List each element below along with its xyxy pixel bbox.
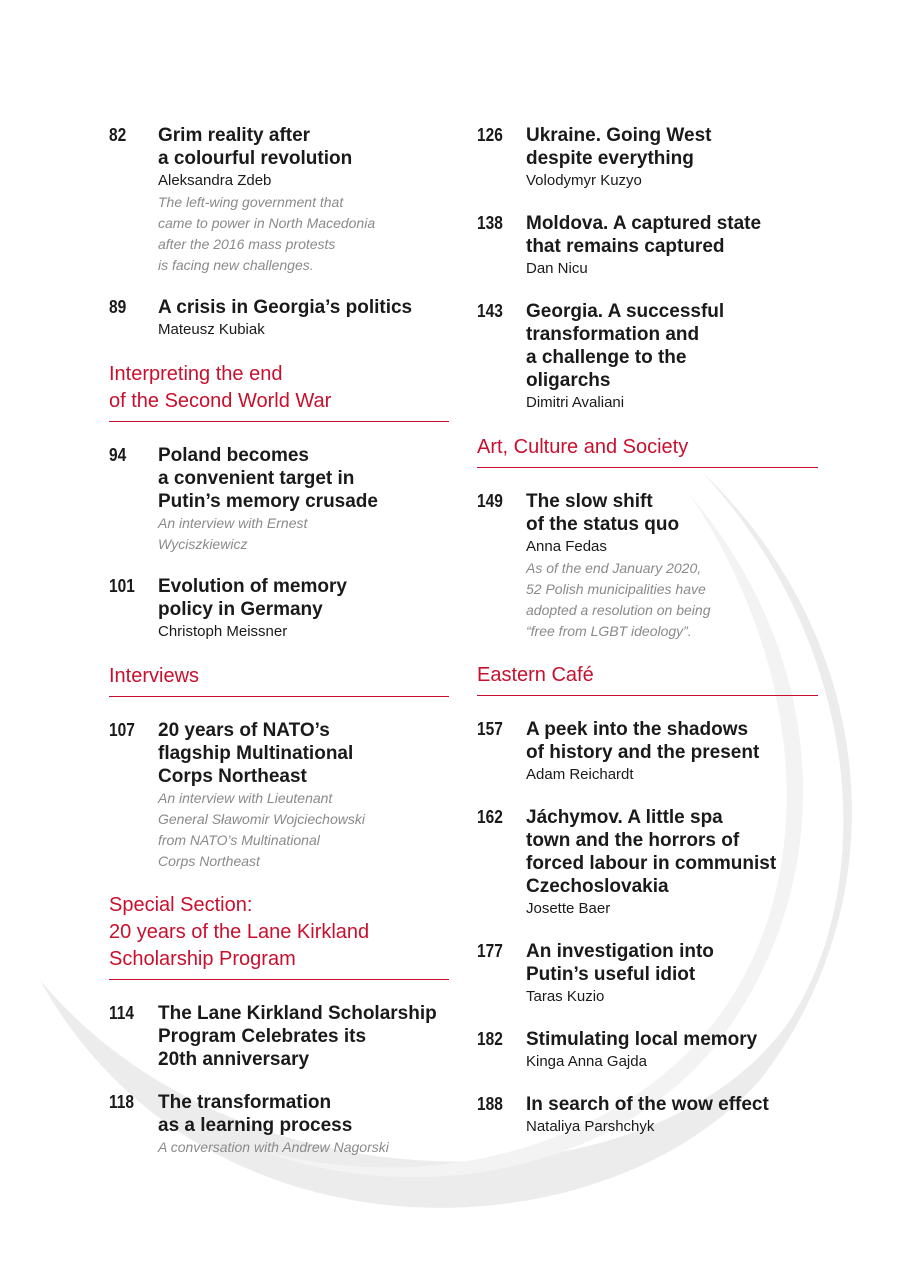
entry-body [158, 575, 449, 643]
article-title: 20 years of NATO’s flagship Multinational Corps Northeast [158, 720, 354, 787]
toc-entry[interactable] [477, 124, 818, 192]
article-description: A conversation with Andrew Nagorski [158, 1139, 389, 1155]
page-number: 188 [477, 1094, 503, 1114]
article-author: Dan Nicu [526, 260, 588, 277]
article-title: A crisis in Georgia’s politics [158, 297, 413, 318]
entry-body [526, 490, 818, 642]
entry-body [158, 1002, 449, 1071]
article-author: Taras Kuzio [526, 988, 605, 1005]
article-author: Christoph Meissner [158, 623, 288, 640]
page-number: 82 [109, 125, 127, 145]
entry-body [158, 444, 449, 555]
toc-entry[interactable] [109, 1091, 449, 1158]
article-list [477, 718, 818, 1138]
article-title: Stimulating local memory [526, 1029, 758, 1050]
entry-body [158, 296, 449, 341]
entry-body [158, 124, 449, 276]
article-title: Moldova. A captured state that remains captured [526, 213, 762, 257]
toc-entry[interactable] [109, 575, 449, 643]
entry-body [526, 1028, 818, 1073]
article-description: As of the end January 2020, 52 Polish municipalities have adopted a resolution on being “free from LGBT ideology”. [526, 560, 711, 639]
article-title: Ukraine. Going West despite everything [526, 125, 712, 169]
article-author: Adam Reichardt [526, 766, 634, 783]
toc-left-column [109, 124, 449, 1178]
article-title: The Lane Kirkland Scholarship Program Celebrates its 20th anniversary [158, 1003, 437, 1070]
article-list [477, 124, 818, 414]
page-number: 126 [477, 125, 503, 145]
toc-entry[interactable] [477, 490, 818, 642]
page-number: 89 [109, 297, 127, 317]
entry-body [158, 719, 449, 872]
article-author: Aleksandra Zdeb [158, 172, 272, 189]
toc-entry[interactable] [109, 719, 449, 872]
entry-body [526, 300, 818, 414]
article-title: Georgia. A successful transformation and a challenge to the oligarchs [526, 301, 725, 391]
toc-entry[interactable] [477, 300, 818, 414]
entry-body [526, 124, 818, 192]
entry-body [526, 1093, 818, 1138]
page-number: 182 [477, 1029, 503, 1049]
toc-entry[interactable] [109, 1002, 449, 1071]
article-title: Evolution of memory policy in Germany [158, 576, 347, 620]
page-number: 157 [477, 719, 503, 739]
article-list [109, 1002, 449, 1158]
article-author: Volodymyr Kuzyo [526, 172, 642, 189]
page-number: 118 [109, 1092, 134, 1112]
page-number: 114 [109, 1003, 134, 1023]
entry-body [526, 718, 818, 786]
article-author: Nataliya Parshchyk [526, 1118, 655, 1135]
section-heading: Interpreting the end of the Second World War [109, 361, 449, 422]
article-title: Jáchymov. A little spa town and the horrors of forced labour in communist Czechoslovakia [526, 807, 777, 897]
page-number: 149 [477, 491, 503, 511]
page-number: 177 [477, 941, 503, 961]
page-number: 107 [109, 720, 135, 740]
article-list [109, 719, 449, 872]
section-heading: Special Section: 20 years of the Lane Kirkland Scholarship Program [109, 892, 449, 980]
toc-entry[interactable] [477, 806, 818, 920]
toc-right-column [477, 124, 818, 1158]
article-author: Dimitri Avaliani [526, 394, 625, 411]
toc-entry[interactable] [109, 124, 449, 276]
page-number: 101 [109, 576, 135, 596]
page-number: 162 [477, 807, 503, 827]
entry-body [158, 1091, 449, 1158]
page-number: 94 [109, 445, 127, 465]
article-title: In search of the wow effect [526, 1094, 769, 1115]
article-title: A peek into the shadows of history and the present [526, 719, 760, 763]
article-title: The transformation as a learning process [158, 1092, 353, 1136]
article-title: Grim reality after a colourful revolution [158, 125, 353, 169]
entry-body [526, 806, 818, 920]
toc-entry[interactable] [477, 718, 818, 786]
article-author: Josette Baer [526, 900, 611, 917]
toc-entry[interactable] [109, 444, 449, 555]
article-description: The left-wing government that came to power in North Macedonia after the 2016 mass protests is facing new challenges. [158, 194, 376, 273]
article-title: Poland becomes a convenient target in Putin’s memory crusade [158, 445, 378, 512]
article-description: An interview with Ernest Wyciszkiewicz [158, 515, 308, 552]
article-list [477, 490, 818, 642]
article-description: An interview with Lieutenant General Sławomir Wojciechowski from NATO’s Multinational Corps Northeast [158, 790, 365, 869]
toc-entry[interactable] [477, 1093, 818, 1138]
section-heading: Interviews [109, 663, 449, 697]
section-heading: Art, Culture and Society [477, 434, 818, 468]
page-number: 143 [477, 301, 503, 321]
article-list [109, 124, 449, 341]
article-list [109, 444, 449, 643]
page-number: 138 [477, 213, 503, 233]
toc-entry[interactable] [109, 296, 449, 341]
article-title: The slow shift of the status quo [526, 491, 680, 535]
article-author: Mateusz Kubiak [158, 321, 265, 338]
article-title: An investigation into Putin’s useful idiot [526, 941, 714, 985]
article-author: Kinga Anna Gajda [526, 1053, 647, 1070]
toc-entry[interactable] [477, 212, 818, 280]
section-heading: Eastern Café [477, 662, 818, 696]
toc-entry[interactable] [477, 1028, 818, 1073]
article-author: Anna Fedas [526, 538, 607, 555]
toc-entry[interactable] [477, 940, 818, 1008]
entry-body [526, 212, 818, 280]
entry-body [526, 940, 818, 1008]
